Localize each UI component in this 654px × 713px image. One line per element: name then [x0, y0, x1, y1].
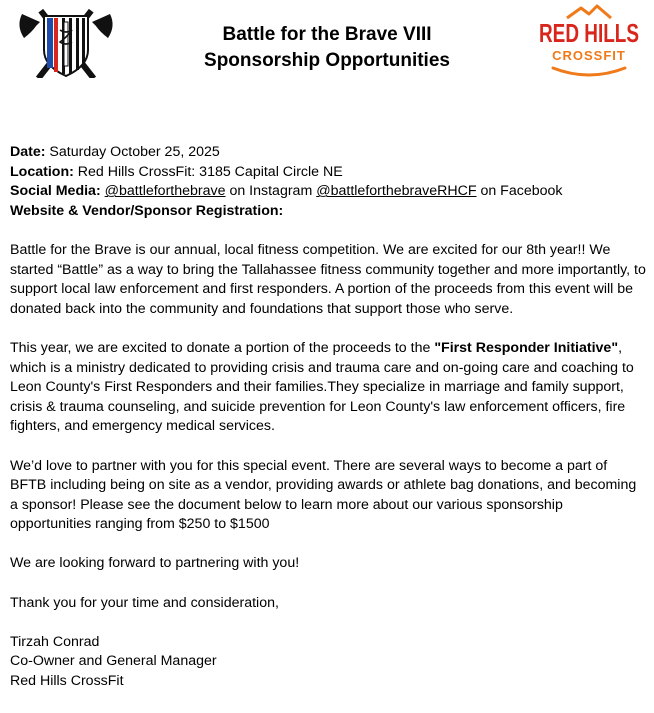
- initiative-paragraph: [10, 339, 646, 437]
- social-media-label: Social Media:: [10, 183, 101, 200]
- logo-crossfit-text: CROSSFIT: [552, 48, 626, 63]
- header: [0, 0, 654, 90]
- document-body: [10, 143, 646, 692]
- facebook-suffix: on Facebook: [476, 183, 563, 200]
- title-line-2: Sponsorship Opportunities: [204, 50, 450, 71]
- title-line-1: Battle for the Brave VIII: [222, 24, 432, 45]
- initiative-start: This year, we are excited to donate a portion of the proceeds to the: [10, 339, 435, 356]
- location-label: Location:: [10, 163, 74, 180]
- instagram-link[interactable]: @battleforthebrave: [104, 183, 226, 200]
- looking-forward-line: We are looking forward to partnering with you!: [10, 555, 300, 572]
- mountain-icon: [567, 6, 611, 18]
- website-label: Website & Vendor/Sponsor Registration:: [10, 202, 284, 219]
- initiative-name: "First Responder Initiative": [434, 339, 619, 356]
- facebook-link[interactable]: @battleforthebraveRHCF: [316, 183, 477, 200]
- swoosh-icon: [553, 68, 625, 75]
- date-label: Date:: [10, 144, 46, 160]
- website-line: [10, 202, 646, 222]
- signature-role: Co-Owner and General Manager: [10, 653, 217, 670]
- instagram-suffix: on Instagram: [225, 183, 317, 200]
- thank-you-line: Thank you for your time and consideration,: [10, 594, 279, 611]
- signature-name: Tirzah Conrad: [10, 633, 100, 650]
- date-value: Saturday October 25, 2025: [45, 144, 220, 160]
- date-line: [10, 143, 646, 163]
- location-value: Red Hills CrossFit: 3185 Capital Circle NE: [73, 163, 343, 180]
- intro-paragraph: Battle for the Brave is our annual, local fitness competition. We are excited for our 8th year!! We started “Battle” as a way to bring the Tallahassee fitness community together and more importantly, to support local law enforcement and first responders. A portion of the proceeds from this event will be donated back into the community and foundations that support those who serve.: [10, 241, 646, 317]
- logo-red-hills-text: RED HILLS: [539, 18, 639, 48]
- signature-company: Red Hills CrossFit: [10, 673, 124, 690]
- flag-shield-icon: [44, 16, 88, 76]
- battle-for-the-brave-logo: [14, 8, 118, 78]
- partner-paragraph: We’d love to partner with you for this special event. There are several ways to become a part of BFTB including being on site as a vendor, providing awards or athlete bag donations, and becoming a sponsor! Please see the document below to learn more about our various sponsorship opportunities ranging from $250 to $1500: [10, 457, 637, 533]
- page-title: [150, 22, 504, 74]
- initiative-end: , which is a ministry dedicated to providing crisis and trauma care and on-going care and coaching to Leon County's First Responders and their families.They specialize in marriage and family support, crisis & trauma counseling, and suicide prevention for Leon County's law enforcement officers, fire fighters, and emergency medical services.: [10, 339, 634, 435]
- location-line: [10, 163, 646, 183]
- social-media-line: [10, 182, 646, 202]
- red-hills-crossfit-logo: [535, 4, 643, 82]
